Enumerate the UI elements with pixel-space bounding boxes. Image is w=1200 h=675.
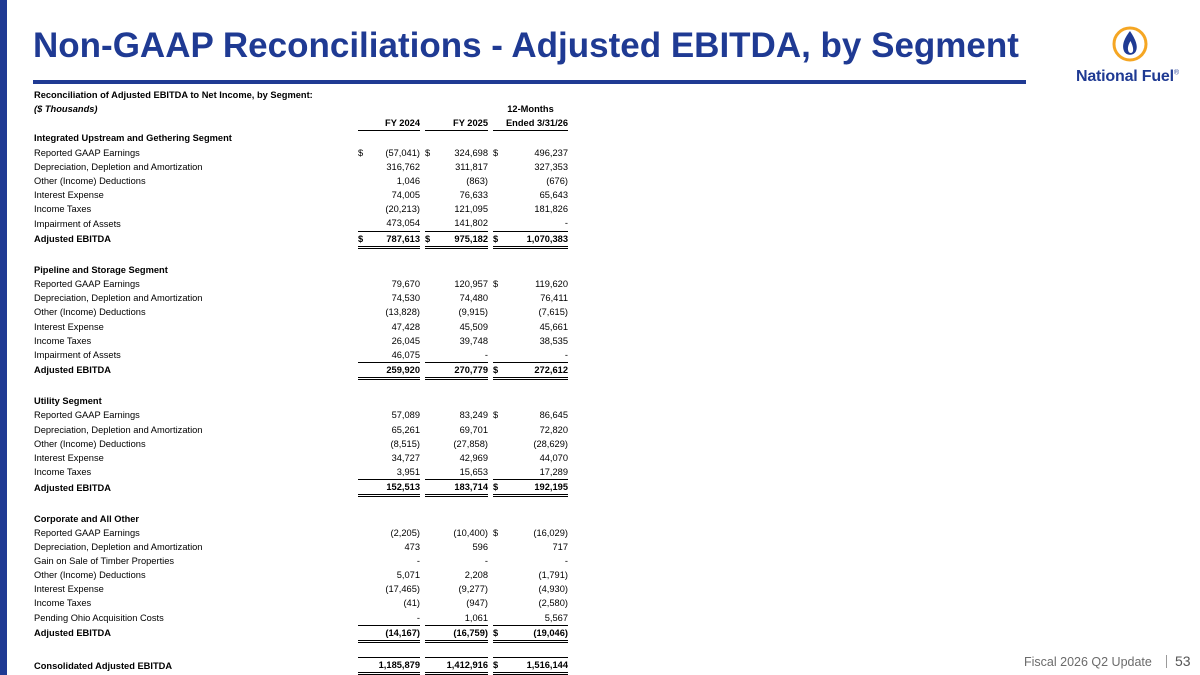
table-row: Reported GAAP Earnings 57,089 83,249 $ 86,645 xyxy=(34,410,568,421)
table-row: Impairment of Assets 473,054 141,802 - xyxy=(34,216,568,231)
table-row: Income Taxes 26,045 39,748 38,535 xyxy=(34,335,568,346)
ebitda-reconciliation-table xyxy=(34,88,568,675)
section-title-upstream: Integrated Upstream and Gethering Segment xyxy=(34,133,232,144)
table-row: Gain on Sale of Timber Properties - - - xyxy=(34,556,568,566)
logo-wordmark: National Fuel® xyxy=(1076,68,1179,85)
table-row: Depreciation, Depletion and Amortization 316,762 311,817 327,353 xyxy=(34,161,568,172)
section-title-corporate: Corporate and All Other xyxy=(34,513,140,524)
table-row: Pending Ohio Acquisition Costs - 1,061 5,567 xyxy=(34,611,568,626)
flame-logo-icon xyxy=(1111,25,1149,63)
table-row: Other (Income) Deductions (8,515) (27,858) (28,629) xyxy=(34,438,568,449)
col3-header-line1: 12-Months xyxy=(507,104,554,115)
subtotal-row: Adjusted EBITDA (14,167) (16,759) $ (19,046) xyxy=(34,625,568,641)
table-row: Interest Expense (17,465) (9,277) (4,930) xyxy=(34,584,568,595)
page-number: 53 xyxy=(1175,653,1191,669)
subtotal-row: Adjusted EBITDA 259,920 270,779 $ 272,612 xyxy=(34,362,568,378)
consolidated-total-row: Consolidated Adjusted EBITDA 1,185,879 1,412,916 $ 1,516,144 xyxy=(34,658,568,674)
subtotal-row: Adjusted EBITDA $ 787,613 $ 975,182 $ 1,070,383 xyxy=(34,231,568,247)
title-underline xyxy=(33,80,1026,84)
units-label: ($ Thousands) xyxy=(34,104,98,115)
table-row: Interest Expense 47,428 45,509 45,661 xyxy=(34,321,568,332)
table-row: Impairment of Assets 46,075 - - xyxy=(34,348,568,363)
table-heading-row xyxy=(34,88,568,102)
table-row: Reported GAAP Earnings $ (57,041) $ 324,698 $ 496,237 xyxy=(34,147,568,158)
page-title: Non-GAAP Reconciliations - Adjusted EBITDA, by Segment xyxy=(33,26,1019,65)
table-row: Depreciation, Depletion and Amortization 473 596 717 xyxy=(34,541,568,552)
col2-header: FY 2025 xyxy=(425,116,488,131)
footer-label: Fiscal 2026 Q2 Update xyxy=(1024,655,1152,669)
section-title-pipeline: Pipeline and Storage Segment xyxy=(34,264,168,275)
table-row: Income Taxes 3,951 15,653 17,289 xyxy=(34,465,568,480)
section-title-utility: Utility Segment xyxy=(34,396,102,407)
table-row: Interest Expense 74,005 76,633 65,643 xyxy=(34,190,568,201)
footer-divider xyxy=(1166,655,1167,668)
table-row: Reported GAAP Earnings (2,205) (10,400) $ (16,029) xyxy=(34,527,568,538)
table-row: Other (Income) Deductions 5,071 2,208 (1,791) xyxy=(34,570,568,581)
table-row: Depreciation, Depletion and Amortization 74,530 74,480 76,411 xyxy=(34,293,568,304)
left-accent-bar xyxy=(0,0,7,675)
table-row: Income Taxes (20,213) 121,095 181,826 xyxy=(34,204,568,215)
company-logo xyxy=(1075,25,1187,91)
subtotal-row: Adjusted EBITDA 152,513 183,714 $ 192,195 xyxy=(34,480,568,496)
col1-header: FY 2024 xyxy=(358,116,420,131)
table-row: Depreciation, Depletion and Amortization 65,261 69,701 72,820 xyxy=(34,424,568,435)
table-row: Interest Expense 34,727 42,969 44,070 xyxy=(34,452,568,463)
table-row: Income Taxes (41) (947) (2,580) xyxy=(34,598,568,609)
col3-header-line2: Ended 3/31/26 xyxy=(493,116,568,131)
table-row: Other (Income) Deductions (13,828) (9,915) (7,615) xyxy=(34,307,568,318)
table-row: Reported GAAP Earnings 79,670 120,957 $ 119,620 xyxy=(34,279,568,290)
table-heading: Reconciliation of Adjusted EBITDA to Net Income, by Segment: xyxy=(34,90,313,100)
table-row: Other (Income) Deductions 1,046 (863) (676) xyxy=(34,175,568,186)
